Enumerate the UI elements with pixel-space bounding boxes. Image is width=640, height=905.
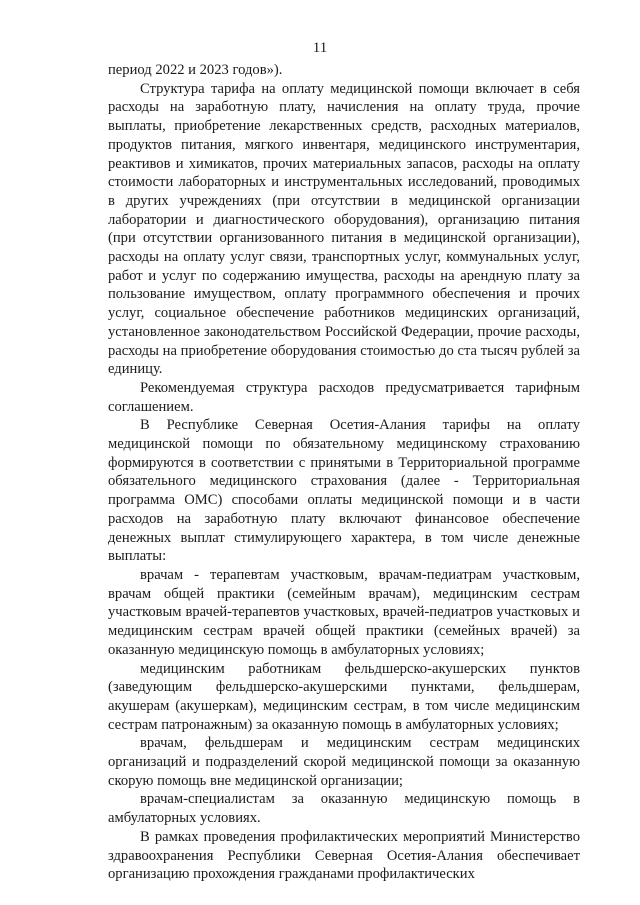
paragraph: врачам, фельдшерам и медицинским сестрам медицинских организаций и подразделений скорой медицинской помощи за оказанную скорую помощь вне медицинской организации; (108, 735, 580, 789)
paragraph: период 2022 и 2023 годов»). (108, 62, 283, 78)
paragraph: врачам - терапевтам участковым, врачам-педиатрам участковым, врачам общей практики (семейным врачам), медицинским сестрам участковым врачей-терапевтов участковых, врачей-педиатров участковых и медицинским сестрам врачей общей практики (семейных врачей) за оказанную медицинскую помощь в амбулаторных условиях; (108, 566, 580, 658)
page-number: 11 (312, 40, 328, 56)
document-body (108, 61, 580, 884)
paragraph: Структура тарифа на оплату медицинской помощи включает в себя расходы на заработную плату, начисления на оплату труда, прочие выплаты, приобретение лекарственных средств, расходных материалов, продуктов питания, мягкого инвентаря, медицинского инструментария, реактивов и химикатов, прочих материальных запасов, расходы на оплату стоимости лабораторных и инструментальных исследований, проводимых в других учреждениях (при отсутствии в медицинской организации лаборатории и диагностического оборудования), организацию питания (при отсутствии организованного питания в медицинской организации), расходы на оплату услуг связи, транспортных услуг, коммунальных услуг, работ и услуг по содержанию имущества, расходы на арендную плату за пользование имуществом, оплату программного обеспечения и прочих услуг, социальное обеспечение работников медицинских организаций, установленное законодательством Российской Федерации, прочие расходы, расходы на приобретение оборудования стоимостью до ста тысяч рублей за единицу. (108, 80, 580, 378)
paragraph: Рекомендуемая структура расходов предусматривается тарифным соглашением. (108, 379, 580, 415)
paragraph: В рамках проведения профилактических мероприятий Министерство здравоохранения Республики Северная Осетия-Алания обеспечивает организацию прохождения гражданами профилактических (108, 828, 580, 883)
paragraph: врачам-специалистам за оказанную медицинскую помощь в амбулаторных условиях. (108, 791, 580, 827)
paragraph: В Республике Северная Осетия-Алания тарифы на оплату медицинской помощи по обязательному медицинскому страхованию формируются в соответствии с принятыми в Территориальной программе обязательного медицинского страхования (далее - Территориальная программа ОМС) способами оплаты медицинской помощи и в части расходов на заработную плату включают финансовое обеспечение денежных выплат стимулирующего характера, в том числе денежные выплаты: (108, 417, 580, 565)
paragraph: медицинским работникам фельдшерско-акушерских пунктов (заведующим фельдшерско-акушерскими пунктами, фельдшерам, акушерам (акушеркам), медицинским сестрам, в том числе медицинским сестрам патронажным) за оказанную помощь в амбулаторных условиях; (108, 660, 580, 733)
